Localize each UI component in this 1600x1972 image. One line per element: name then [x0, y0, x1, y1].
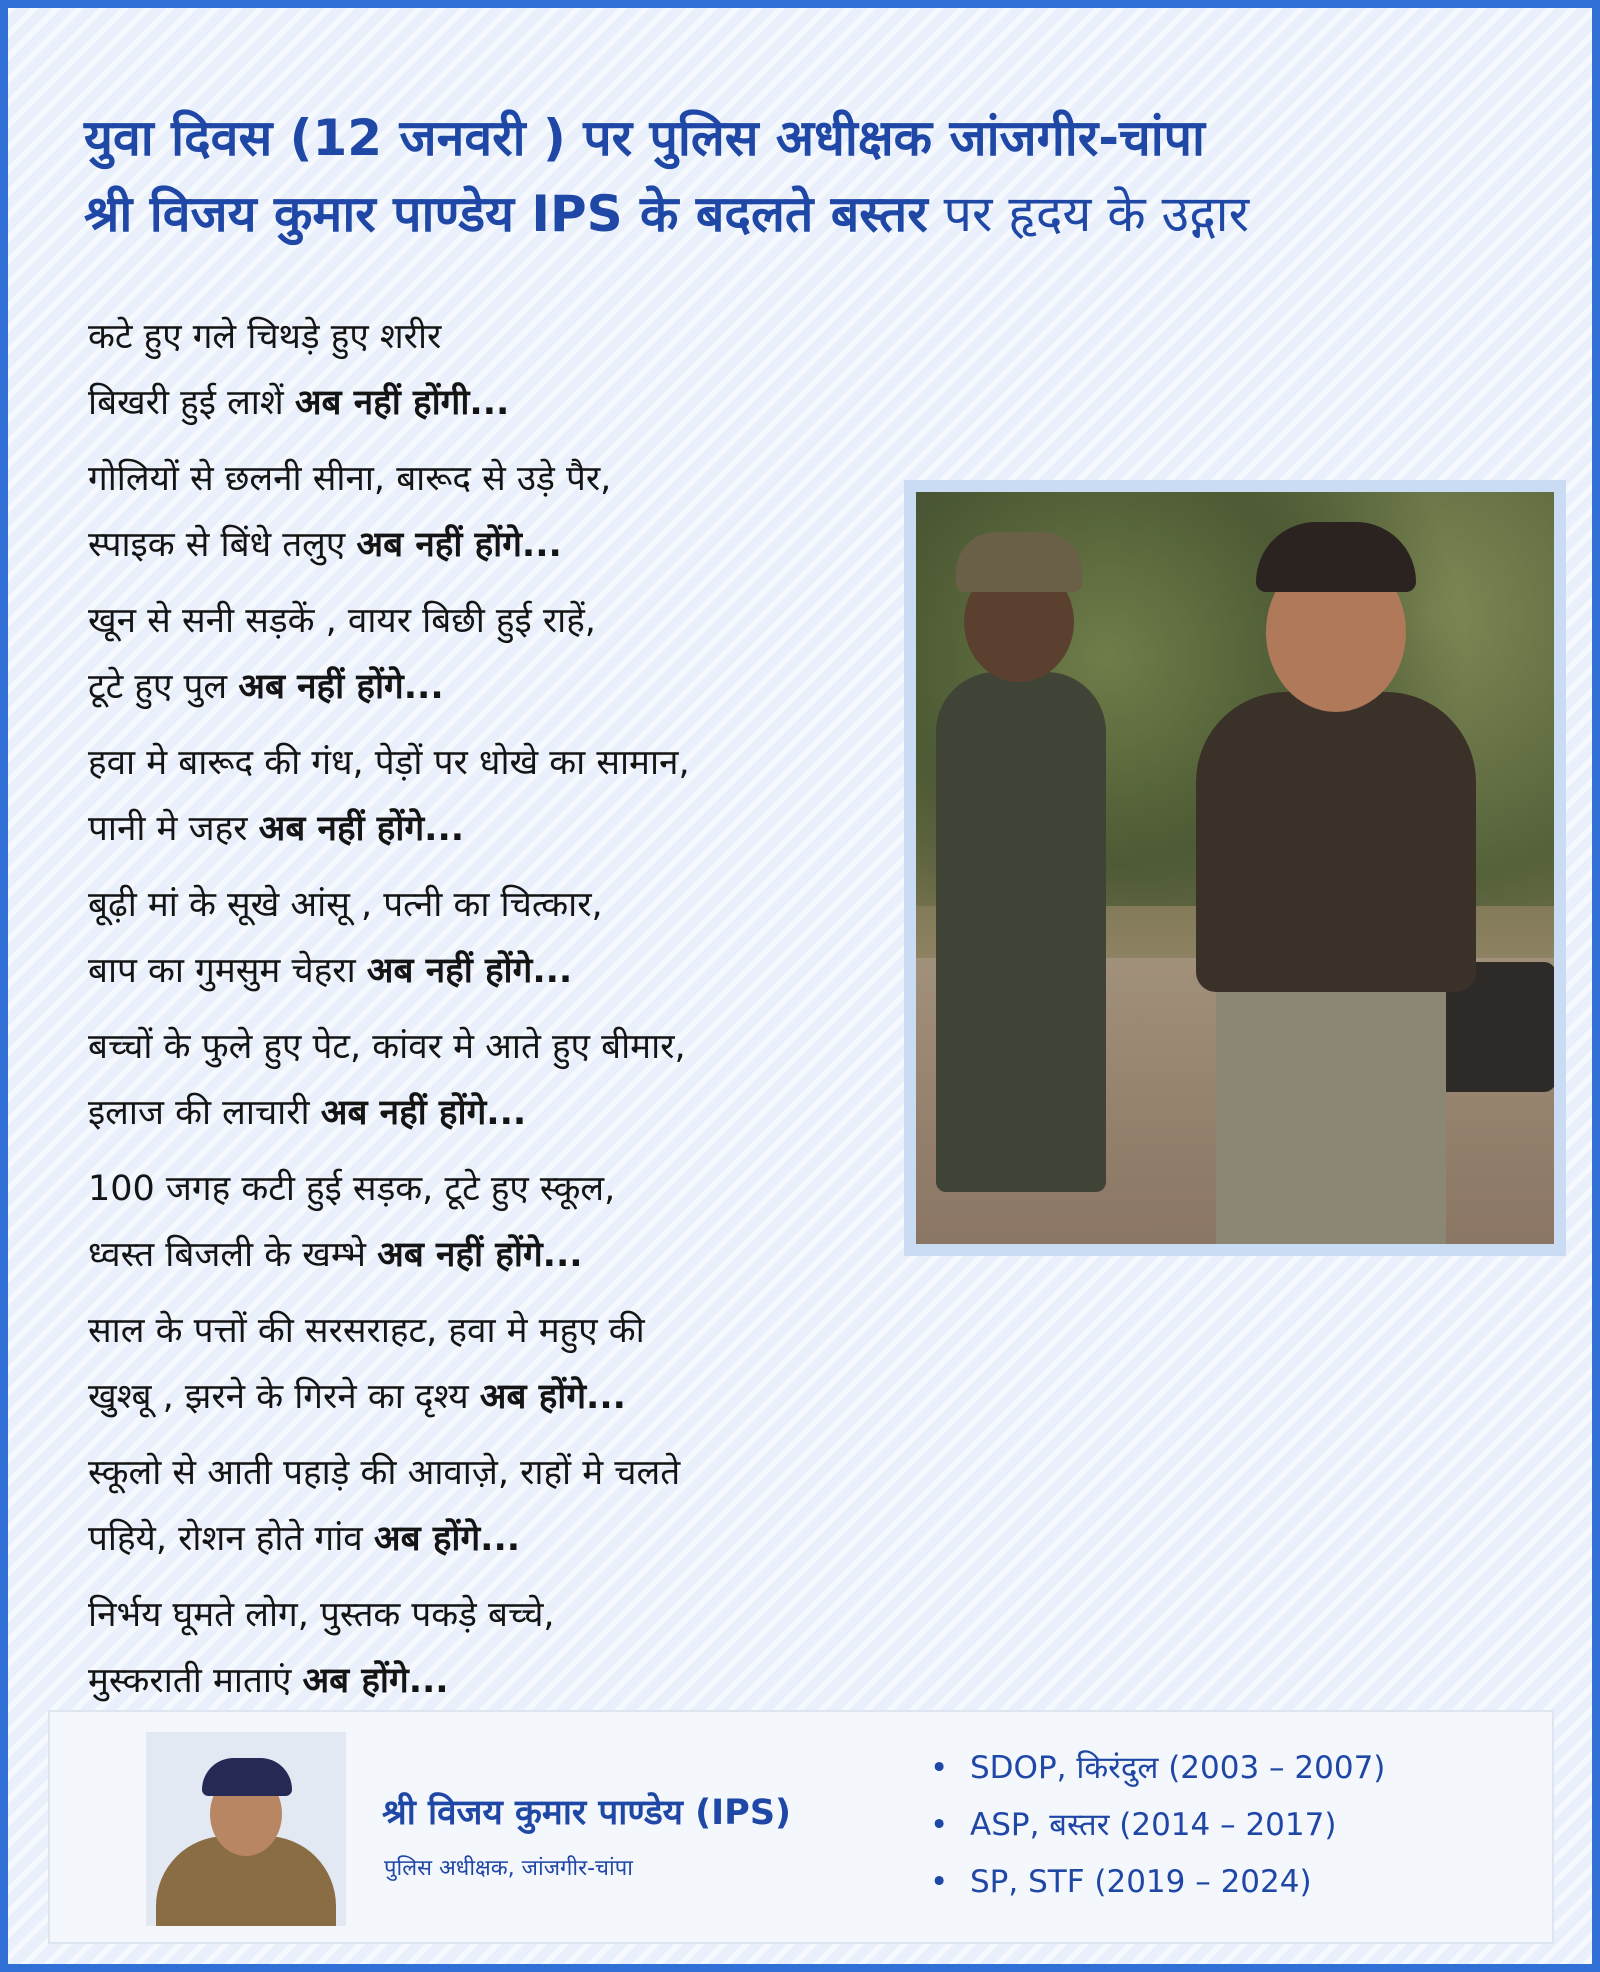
poem-line-text: टूटे हुए पुल: [88, 667, 239, 707]
posting-text: SDOP, किरंदुल (2003 – 2007): [970, 1750, 1386, 1786]
poem-stanza: [88, 730, 888, 862]
photo-person-left-cap: [956, 532, 1082, 592]
poem-line-text: बिखरी हुई लाशें: [88, 383, 295, 423]
poem-line: बूढ़ी मां के सूखे आंसू , पत्नी का चित्कार,: [88, 885, 603, 925]
poem-stanza: [88, 304, 888, 436]
field-photo: [916, 492, 1554, 1244]
poem-stanza: [88, 872, 888, 1004]
poem-refrain-line: [88, 938, 888, 1004]
title-line-2-bold: श्री विजय कुमार पाण्डेय IPS के बदलते बस्तर: [84, 185, 928, 243]
poem-line: गोलियों से छलनी सीना, बारूद से उड़े पैर,: [88, 459, 612, 499]
poem-refrain: अब नहीं होंगे...: [320, 1093, 527, 1133]
poem-line-text: बाप का गुमसुम चेहरा: [88, 951, 367, 991]
postings-list: [930, 1740, 1385, 1911]
author-name: श्री विजय कुमार पाण्डेय (IPS): [382, 1793, 792, 1833]
poem-line: कटे हुए गले चिथड़े हुए शरीर: [88, 317, 442, 357]
poem-line-text: खुश्बू , झरने के गिरने का दृश्य: [88, 1377, 480, 1417]
poem-refrain: अब नहीं होंगे...: [258, 809, 465, 849]
poem-line-text: स्पाइक से बिंधे तलुए: [88, 525, 357, 565]
bullet-icon: •: [930, 1864, 949, 1900]
posting-text: SP, STF (2019 – 2024): [970, 1864, 1312, 1900]
poem-line: निर्भय घूमते लोग, पुस्तक पकड़े बच्चे,: [88, 1595, 555, 1635]
poem-stanza: [88, 446, 888, 578]
poem-line-text: पानी मे जहर: [88, 809, 259, 849]
poem-stanza: [88, 1298, 888, 1430]
poem-refrain: अब होंगे...: [479, 1377, 626, 1417]
title-line-2-rest: पर हृदय के उद्गार: [927, 185, 1250, 243]
poem-stanza: [88, 588, 888, 720]
photo-person-right-body: [1196, 692, 1476, 992]
poem-refrain: अब नहीं होंगी...: [294, 383, 510, 423]
poem-stanza: [88, 1440, 888, 1572]
poster-title: [84, 100, 1544, 252]
bullet-icon: •: [930, 1750, 949, 1786]
photo-person-right-legs: [1216, 972, 1446, 1244]
title-line-1: युवा दिवस (12 जनवरी ) पर पुलिस अधीक्षक जांजगीर-चांपा: [84, 109, 1205, 167]
poem-refrain-line: [88, 512, 888, 578]
poem-refrain: अब नहीं होंगे...: [366, 951, 573, 991]
poem-line-text: इलाज की लाचारी: [88, 1093, 321, 1133]
poem-line-text: मुस्कराती माताएं: [88, 1661, 303, 1701]
posting-text: ASP, बस्तर (2014 – 2017): [970, 1807, 1337, 1843]
poem-line-text: ध्वस्त बिजली के खम्भे: [88, 1235, 378, 1275]
bullet-icon: •: [930, 1807, 949, 1843]
poem-line: 100 जगह कटी हुई सड़क, टूटे हुए स्कूल,: [88, 1169, 616, 1209]
photo-person-left-body: [936, 672, 1106, 1192]
poem-line: स्कूलो से आती पहाड़े की आवाज़े, राहों मे चलते: [88, 1453, 681, 1493]
poem-line-text: पहिये, रोशन होते गांव: [88, 1519, 374, 1559]
poem-refrain: अब होंगे...: [373, 1519, 521, 1559]
poem-refrain: अब नहीं होंगे...: [377, 1235, 583, 1275]
posting-item: [930, 1740, 1385, 1797]
author-avatar: [146, 1732, 346, 1926]
poem-stanza: [88, 1014, 888, 1146]
poem-stanza: [88, 1156, 888, 1288]
author-card: [48, 1710, 1554, 1944]
poem-line: बच्चों के फुले हुए पेट, कांवर मे आते हुए बीमार,: [88, 1027, 686, 1067]
poem-refrain: अब नहीं होंगे...: [238, 667, 444, 707]
photo-frame: [904, 480, 1566, 1256]
poem-line: साल के पत्तों की सरसराहट, हवा मे महुए की: [88, 1311, 645, 1351]
poem-line: हवा मे बारूद की गंध, पेड़ों पर धोखे का सामान,: [88, 743, 690, 783]
poem-refrain-line: [88, 370, 888, 436]
poem-refrain-line: [88, 1506, 888, 1572]
poem-refrain-line: [88, 796, 888, 862]
poem: [88, 304, 888, 1724]
poem-refrain-line: [88, 654, 888, 720]
poem-refrain: अब होंगे...: [302, 1661, 449, 1701]
poem-refrain-line: [88, 1648, 888, 1714]
author-designation: पुलिस अधीक्षक, जांजगीर-चांपा: [384, 1856, 633, 1881]
poem-line: खून से सनी सड़कें , वायर बिछी हुई राहें,: [88, 601, 596, 641]
poem-refrain-line: [88, 1080, 888, 1146]
avatar-beret: [202, 1758, 292, 1796]
posting-item: [930, 1854, 1385, 1911]
poem-stanza: [88, 1582, 888, 1714]
poem-refrain-line: [88, 1364, 888, 1430]
poem-refrain-line: [88, 1222, 888, 1288]
posting-item: [930, 1797, 1385, 1854]
title-line-2: [84, 176, 1544, 252]
poem-refrain: अब नहीं होंगे...: [356, 525, 562, 565]
